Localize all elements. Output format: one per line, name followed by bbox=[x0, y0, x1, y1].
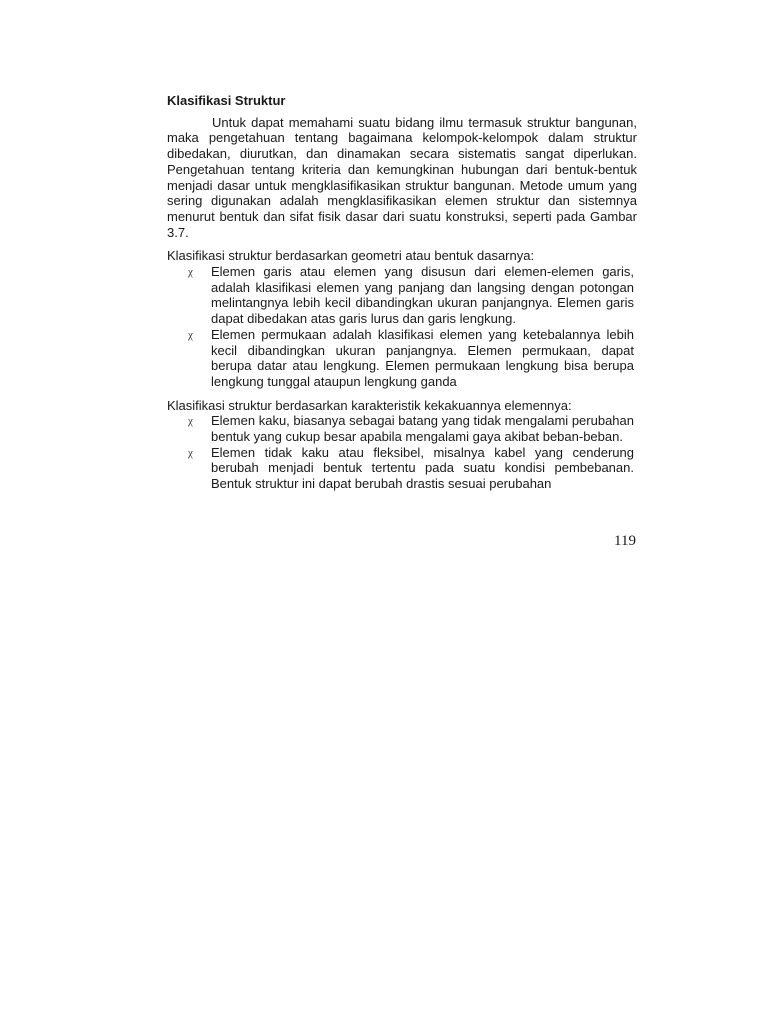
page-content bbox=[167, 93, 637, 492]
list-item-text: Elemen tidak kaku atau fleksibel, misalnya kabel yang cenderung berubah menjadi bentuk tertentu pada suatu kondisi pembebanan. Bentuk struktur ini dapat berubah drastis sesuai perubahan bbox=[211, 444, 634, 492]
list-item-text: Elemen permukaan adalah klasifikasi elemen yang ketebalannya lebih kecil dibandingkan ukuran panjangnya. Elemen permukaan, dapat berupa datar atau lengkung. Elemen permukaan lengkung bisa berupa lengkung tunggal ataupun lengkung ganda bbox=[211, 326, 634, 389]
bullet-icon: χ bbox=[188, 415, 193, 428]
body-paragraph: Untuk dapat memahami suatu bidang ilmu termasuk struktur bangunan, maka pengetahuan tentang bagaimana kelompok-kelompok dalam struktur dibedakan, diurutkan, dan dinamakan secara sistematis sangat diperlukan. Pengetahuan tentang kriteria dan kemungkinan hubungan dari bentuk-bentuk menjadi dasar untuk mengklasifikasikan struktur bangunan. Metode umum yang sering digunakan adalah mengklasifikasikan elemen struktur dan sistemnya menurut bentuk dan sifat fisik dasar dari suatu konstruksi, seperti pada Gambar 3.7. bbox=[167, 114, 637, 240]
bullet-icon: χ bbox=[188, 266, 193, 279]
bullet-icon: χ bbox=[188, 446, 193, 459]
list-item bbox=[167, 445, 637, 492]
page-number: 119 bbox=[614, 533, 636, 549]
geometry-list bbox=[167, 264, 637, 390]
list-item-text: Elemen kaku, biasanya sebagai batang yang tidak mengalami perubahan bentuk yang cukup besar apabila mengalami gaya akibat beban-beban. bbox=[211, 413, 634, 445]
list-item bbox=[167, 327, 637, 390]
section-title: Klasifikasi Struktur bbox=[167, 93, 286, 108]
list-item-text: Elemen garis atau elemen yang disusun dari elemen-elemen garis, adalah klasifikasi elemen yang panjang dan langsing dengan potongan melintangnya lebih kecil dibandingkan ukuran panjangnya. Elemen garis dapat dibedakan atas garis lurus dan garis lengkung. bbox=[211, 264, 634, 327]
geometry-intro: Klasifikasi struktur berdasarkan geometri atau bentuk dasarnya: bbox=[167, 248, 535, 264]
bullet-icon: χ bbox=[188, 328, 193, 341]
rigidity-intro: Klasifikasi struktur berdasarkan karakteristik kekakuannya elemennya: bbox=[167, 397, 572, 413]
list-item bbox=[167, 264, 637, 327]
rigidity-list bbox=[167, 413, 637, 492]
list-item bbox=[167, 413, 637, 444]
